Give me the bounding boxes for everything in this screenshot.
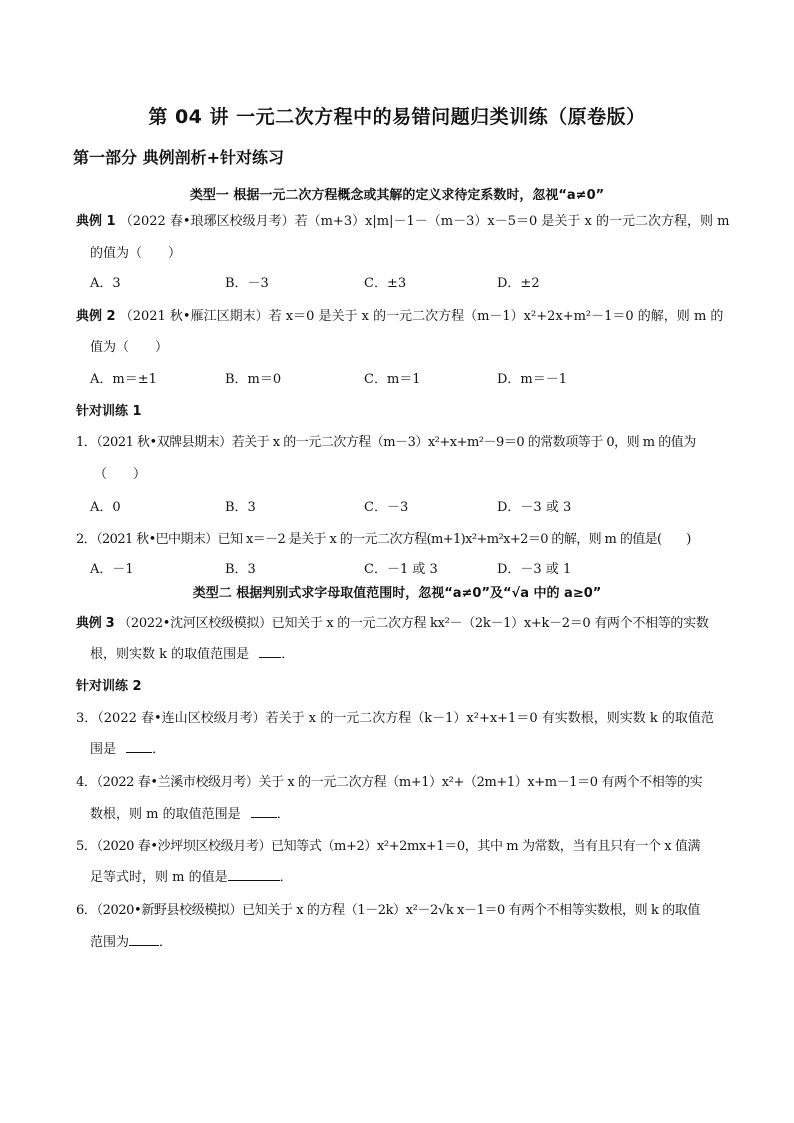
q2-option-c: C．－1 或 3 [364,562,438,577]
example2-label: 典例 2 [76,309,116,324]
example2-option-c: C．m＝1 [364,372,421,387]
q2-option-d: D．－3 或 1 [497,562,572,577]
example1-option-d: D．±2 [497,276,540,291]
part-heading: 第一部分 典例剖析+针对练习 [73,148,284,167]
q4-line2-text: 数根，则 m 的取值范围是 [90,807,241,822]
q3-line2 [90,738,165,757]
period: ． [279,870,293,885]
period: ． [152,742,166,757]
example2-option-b: B．m＝0 [225,372,282,387]
answer-blank[interactable] [228,868,280,881]
q1-option-c: C．－3 [364,500,409,515]
q1-line2: （ ） [94,467,147,482]
example1-text: （2022 春•琅琊区校级月考）若（m+3）x|m|－1－（m－3）x－5＝0 是关于 x 的一元二次方程，则 m [119,214,730,229]
answer-blank[interactable] [126,740,152,753]
page-title: 第 04 讲 一元二次方程中的易错问题归类训练（原卷版） [148,106,646,128]
period: ． [159,935,173,950]
type2-heading: 类型二 根据判别式求字母取值范围时，忽视“a≠0”及“√a 中的 a≥0” [192,586,602,601]
type1-heading: 类型一 根据一元二次方程概念或其解的定义求待定系数时，忽视“a≠0” [189,188,605,203]
q2-option-b: B．3 [225,562,256,577]
example1-option-c: C．±3 [364,276,407,291]
q5-line2-text: 足等式时，则 m 的值是 [90,870,228,885]
example2-line1 [76,305,723,324]
q1-option-d: D．－3 或 3 [497,500,572,515]
example3-line2 [90,643,294,662]
example3-text: （2022•沈河区校级模拟）已知关于 x 的一元二次方程 kx²－（2k－1）x+k－2＝0 有两个不相等的实数 [118,616,709,631]
q5-line2 [90,866,293,885]
example2-option-d: D．m＝－1 [497,372,568,387]
period: ． [276,807,290,822]
example3-label: 典例 3 [76,616,115,631]
answer-blank[interactable] [259,645,281,658]
example1-label: 典例 1 [76,214,116,229]
q4-line1: 4．（2022 春•兰溪市校级月考）关于 x 的一元二次方程（m+1）x²+（2m+1）x+m－1＝0 有两个不相等的实 [76,775,703,790]
example2-line2: 值为（ ） [90,340,169,355]
q1-option-b: B．3 [225,500,256,515]
q6-line1: 6．（2020•新野县校级模拟）已知关于 x 的方程（1－2k）x²－2√k x－1＝0 有两个不相等实数根，则 k 的取值 [76,903,700,918]
example1-option-a: A．3 [90,276,121,291]
training1-label: 针对训练 1 [76,404,142,419]
example2-option-a: A．m＝±1 [90,372,157,387]
q6-line2-text: 范围为 [90,935,130,950]
q5-line1: 5．（2020 春•沙坪坝区校级月考）已知等式（m+2）x²+2mx+1＝0，其中 m 为常数，当有且只有一个 x 值满 [76,839,701,854]
example2-text: （2021 秋•雁江区期末）若 x＝0 是关于 x 的一元二次方程（m－1）x²+2x+m²－1＝0 的解，则 m 的 [119,309,724,324]
example1-option-b: B．－3 [225,276,269,291]
q2-option-a: A．－1 [90,562,134,577]
period: ． [281,647,295,662]
example3-line1 [76,612,709,631]
q4-line2 [90,803,290,822]
answer-blank[interactable] [129,933,159,946]
q3-line1: 3．（2022 春•连山区校级月考）若关于 x 的一元二次方程（k－1）x²+x+1＝0 有实数根，则实数 k 的取值范 [76,711,714,726]
q6-line2 [90,931,172,950]
example1-line2: 的值为（ ） [90,246,182,261]
answer-blank[interactable] [251,805,277,818]
q1-option-a: A．0 [90,500,121,515]
q2-line1: 2．（2021 秋•巴中期末）已知 x＝－2 是关于 x 的一元二次方程(m+1)x²+m²x+2＝0 的解，则 m 的值是( ) [76,532,691,547]
training2-label: 针对训练 2 [76,679,142,694]
q1-line1: 1．（2021 秋•双牌县期末）若关于 x 的一元二次方程（m－3）x²+x+m²－9＝0 的常数项等于 0，则 m 的值为 [76,435,696,450]
example1-line1 [76,210,729,229]
q3-line2-text: 围是 [90,742,117,757]
example3-line2-text: 根，则实数 k 的取值范围是 [90,647,250,662]
